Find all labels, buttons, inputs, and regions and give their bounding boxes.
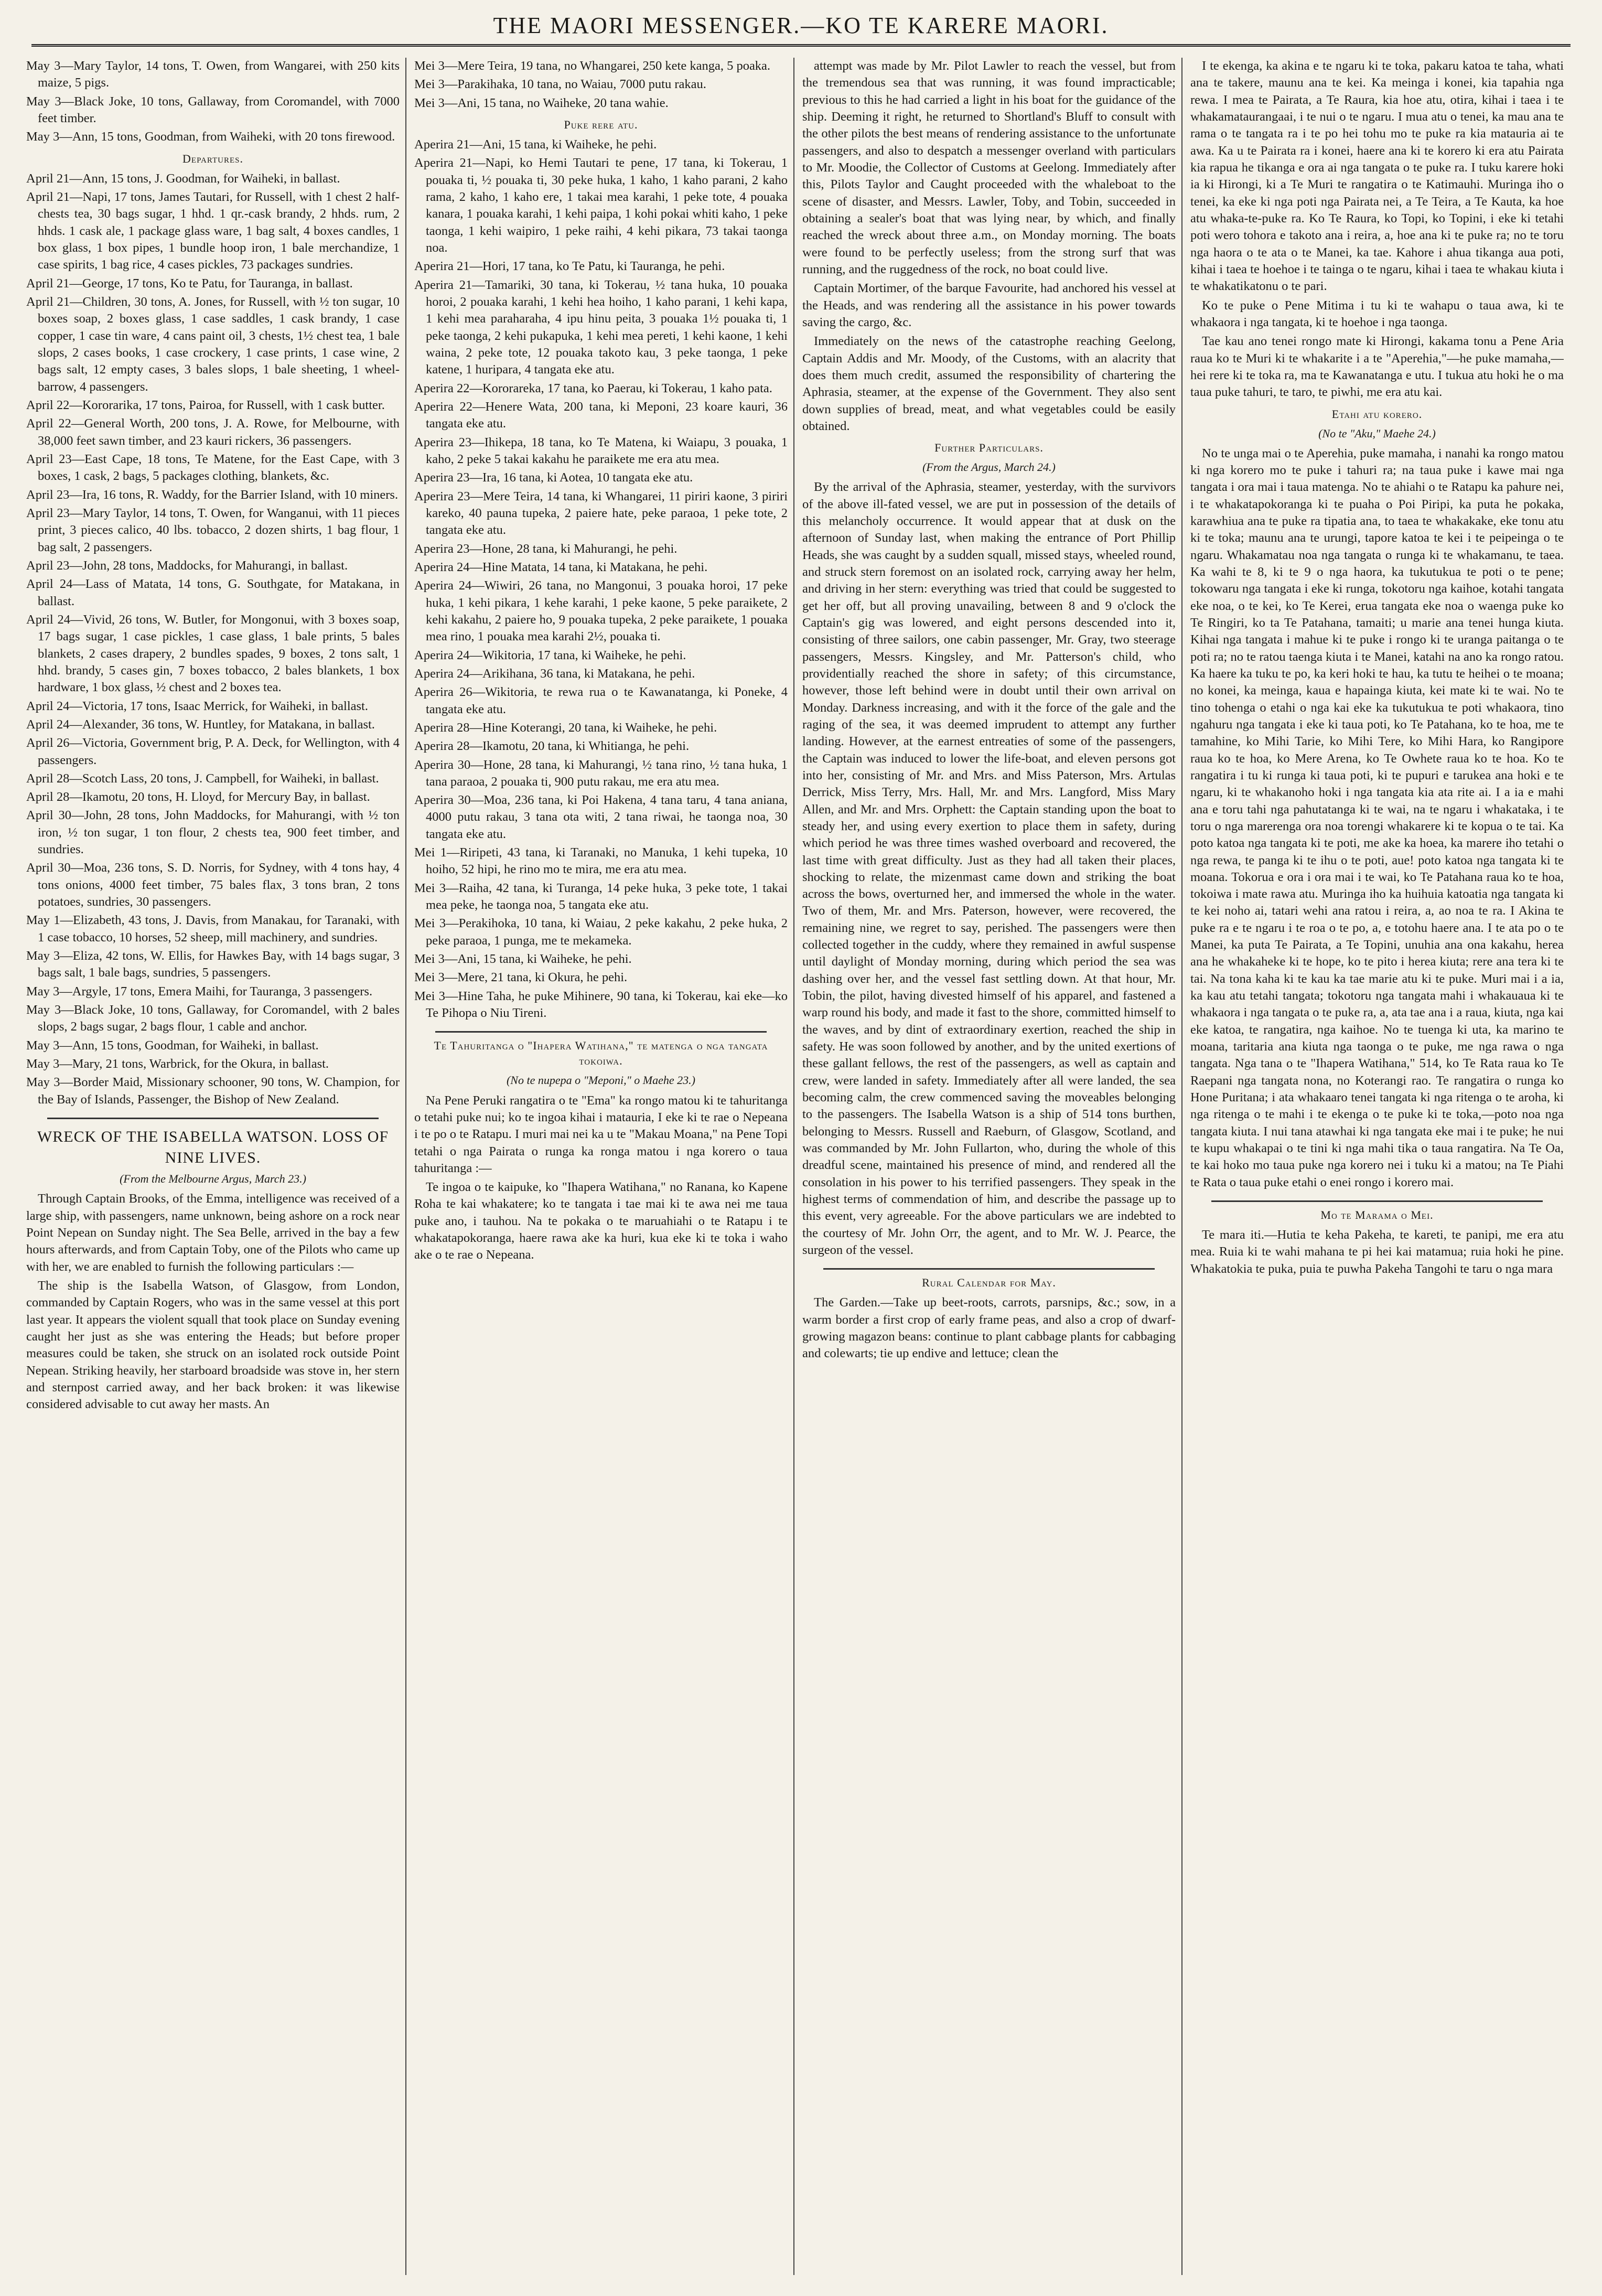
shipping-entry: May 3—Border Maid, Missionary schooner, 90 tons, W. Champion, for the Bay of Islands, Passenger, the Bishop of New Zealand. — [26, 1075, 400, 1107]
shipping-entry: May 3—Black Joke, 10 tons, Gallaway, from Coromandel, with 7000 feet timber. — [26, 94, 400, 125]
shipping-entry: Aperira 24—Wiwiri, 26 tana, no Mangonui, 3 pouaka horoi, 17 peke huka, 1 kehi pikara, 1 kehe karahi, 1 peke kaone, 5 peke paraikete, 2 kehi kakahu, 2 paiere ho, 9 pouaka tupeka, 2 peke paraikete, 1 pouaka mea rino, 1 pouaka mea karahi 2½, pouaka ti. — [414, 578, 788, 644]
etahi-atu-korero-heading: Etahi atu korero. — [1331, 407, 1423, 421]
shipping-entry: April 23—Ira, 16 tons, R. Waddy, for the Barrier Island, with 10 miners. — [26, 487, 399, 502]
shipping-entry: Aperira 30—Hone, 28 tana, ki Mahurangi, ½ tana rino, ½ tana huka, 1 tana paraoa, 2 pouaka ti, 900 putu rakau, me era atu mea. — [414, 757, 788, 789]
column-3 — [802, 58, 1176, 2275]
shipping-entry: April 24—Vivid, 26 tons, W. Butler, for Mongonui, with 3 boxes soap, 17 bags sugar, 1 case pickles, 1 case glass, 1 bale prints, 5 bales blankets, 2 cases drapery, 2 bundles spades, 9 boxes, 2 tons salt, 1 hhd. brandy, 5 cases gin, 7 boxes tobacco, 2 bales blankets, 1 box hardware, 1 box glass, ½ chest and 2 boxes tea. — [26, 612, 400, 695]
shipping-entry: Aperira 21—Hori, 17 tana, ko Te Patu, ki Tauranga, he pehi. — [414, 259, 725, 274]
shipping-entry: May 3—Eliza, 42 tons, W. Ellis, for Hawkes Bay, with 14 bags sugar, 3 bags salt, 1 bale bags, sundries, 5 passengers. — [26, 949, 400, 980]
shipping-entry: April 28—Ikamotu, 20 tons, H. Lloyd, for Mercury Bay, in ballast. — [26, 790, 370, 804]
shipping-entry: April 21—George, 17 tons, Ko te Patu, for Tauranga, in ballast. — [26, 276, 353, 291]
departures-heading: Departures. — [182, 152, 243, 165]
shipping-entry: April 23—Mary Taylor, 14 tons, T. Owen, for Wanganui, with 11 pieces print, 3 pieces calico, 40 lbs. tobacco, 2 dozen shirts, 1 bag flour, 1 bag salt, 2 passengers. — [26, 506, 400, 554]
article-paragraph: Te ingoa o te kaipuke, ko "Ihapera Watihana," no Ranana, ko Kapene Roha te kai whakatere; ko te tangata i tae mai ki te awa nei me taua puke ano, i tauhou. Na te pokaka o te maruahiahi o te Ratapu i te whakatapokoranga, haere rawa ake ka huri, kua eke ki te toka i waho ake o te rae o Nepeana. — [414, 1180, 788, 1262]
article-paragraph: Te mara iti.—Hutia te keha Pakeha, te kareti, te panipi, me era atu mea. Ruia ki te wahi mahana te pi hei kai matamua; ruia hoki he pine. Whakatokia te puka, puia te puwha Pakeha Tangohi te taru o nga mara — [1190, 1228, 1564, 1276]
shipping-entry: April 24—Victoria, 17 tons, Isaac Merrick, for Waiheki, in ballast. — [26, 699, 368, 713]
shipping-entry: Aperira 24—Wikitoria, 17 tana, ki Waiheke, he pehi. — [414, 648, 686, 662]
shipping-entry: Aperira 23—Ira, 16 tana, ki Aotea, 10 tangata eke atu. — [414, 470, 693, 485]
shipping-entry: April 28—Scotch Lass, 20 tons, J. Campbell, for Waiheki, in ballast. — [26, 771, 379, 786]
column-rule — [1181, 58, 1182, 2275]
wreck-heading-maori: Te Tahuritanga o "Ihapera Watihana," te matenga o nga tangata tokoiwa. — [434, 1039, 768, 1068]
article-paragraph: Captain Mortimer, of the barque Favourite, had anchored his vessel at the Heads, and was rendering all the assistance in his power towards saving the cargo, &c. — [802, 281, 1176, 329]
article-paragraph: The ship is the Isabella Watson, of Glasgow, from London, commanded by Captain Rogers, who was in the same vessel at this port last year. It appears the violent squall that took place on Sunday evening caught her just as she was entering the Heads; but before proper measures could be taken, she struck on an isolated rock outside Point Nepean. Striking heavily, her starboard broadside was stove in, her stern and sternpost carried away, and her back broken: it was likewise considered advisable to cut away her masts. An — [26, 1278, 400, 1412]
column-2 — [414, 58, 788, 2275]
column-1 — [26, 58, 400, 2275]
shipping-entry: Aperira 23—Mere Teira, 14 tana, ki Whangarei, 11 piriri kaone, 3 piriri kareko, 40 pauna tupeka, 2 paiere hate, peke paraoa, 1 peke tote, 2 tangata eke atu. — [414, 489, 788, 538]
shipping-entry: Mei 3—Raiha, 42 tana, ki Turanga, 14 peke huka, 3 peke tote, 1 takai mea peke, he taonga noa, 5 tangata eke atu. — [414, 881, 788, 913]
column-rule — [405, 58, 406, 2275]
shipping-entry: Aperira 23—Hone, 28 tana, ki Mahurangi, he pehi. — [414, 541, 678, 556]
wreck-heading: WRECK OF THE ISABELLA WATSON. LOSS OF NINE LIVES. — [37, 1128, 389, 1166]
shipping-entry: April 22—General Worth, 200 tons, J. A. Rowe, for Melbourne, with 38,000 feet sawn timber, and 23 kauri rickers, 36 passengers. — [26, 416, 400, 448]
shipping-entry: May 1—Elizabeth, 43 tons, J. Davis, from Manakau, for Taranaki, with 1 case tobacco, 10 horses, 52 sheep, mill machinery, and sundries. — [26, 913, 400, 945]
masthead: THE MAORI MESSENGER.—KO TE KARERE MAORI. — [31, 7, 1571, 47]
shipping-entry: Aperira 22—Kororareka, 17 tana, ko Paerau, ki Tokerau, 1 kaho pata. — [414, 381, 772, 395]
section-divider — [47, 1118, 379, 1119]
article-paragraph: By the arrival of the Aphrasia, steamer, yesterday, with the survivors of the above ill-fated vessel, we are put in possession of the details of this melancholy occurrence. It would appear that at dusk on the afternoon of Sunday last, when making the entrance of Port Phillip Heads, she was caught by a sudden squall, missed stays, wheeled round, and struck stern foremost on an isolated rock, carrying away her helm, and driving in her stern: everything was tried that could be suggested to get her off, but all proving unavailing, between 8 and 9 o'clock the Captain's gig was lowered, and eight persons descended into it, consisting of three sailors, one cabin passenger, Mr. Gray, two steerage passengers, Messrs. Kingsley, and Mr. Patterson's child, who providentially reached the shore in safety; of this circumstance, however, those left behind were in doubt until their own arrival on Monday. Darkness increasing, and with it the force of the gale and the raging of the sea, it was deemed imprudent to attempt any further landing. However, at the earnest entreaties of some of the passengers, the Captain was induced to lower the life-boat, and eleven persons got into her, consisting of Mr. and Mrs. and Miss Paterson, Mrs. Artulas Derrick, Miss Terry, Mrs. Hall, Mr. and Mrs. Langford, Miss Mary Allen, and Mr. and Mrs. Orphett: the Captain standing upon the boat to steady her, and using every exertion to place them in safety, during which period he was three times washed overboard and recovered, the last time with great difficulty. Just as they had all taken their places, shocking to relate, the mizenmast came down and striking the boat across the bows, overturned her, and immersed the whole in the water. Two of them, Mr. and Mrs. Paterson, however, were recovered, the remaining nine, we regret to say, perished. The passengers were then collected together in the cuddy, where they remained in awful suspense until daylight of Monday morning, during which period the sea was dashing over her, and the vessel fast settling down. At that hour, Mr. Tobin, the pilot, having divested himself of his apparel, and fastened a warp round his body, and made it fast to the shore, committed himself to the waves, and by dint of extraordinary exertion, reached the ship in safety. He was soon followed by another, and by the united exertions of these gallant fellows, the rest of the passengers, as well as captain and crew, were landed in safety. Immediately after all were landed, the sea becoming calm, the crew commenced saving the moveables belonging to the passengers. The Isabella Watson is a ship of 514 tons burthen, belonging to Messrs. Russell and Raeburn, of Glasgow, Scotland, and was commanded by Mr. John Fullarton, who, during the whole of this dreadful scene, maintained his presence of mind, and rendered all the consolation in his power to his terrified passengers. They speak in the highest terms of commendation of him, and describe the passage up to this event, very agreeable. For the above particulars we are indebted to the courtesy of Mr. John Orr, the agent, and to Mr. W. J. Pearce, the surgeon of the vessel. — [802, 480, 1176, 1258]
shipping-entry: Aperira 22—Henere Wata, 200 tana, ki Meponi, 23 koare kauri, 36 tangata eke atu. — [414, 399, 788, 431]
shipping-entry: Aperira 24—Arikihana, 36 tana, ki Matakana, he pehi. — [414, 666, 695, 681]
shipping-entry: Aperira 26—Wikitoria, te rewa rua o te Kawanatanga, ki Poneke, 4 tangata eke atu. — [414, 685, 788, 716]
section-divider — [823, 1268, 1155, 1270]
shipping-entry: May 3—Mary, 21 tons, Warbrick, for the Okura, in ballast. — [26, 1057, 329, 1071]
shipping-entry: April 21—Napi, 17 tons, James Tautari, for Russell, with 1 chest 2 half-chests tea, 30 bags sugar, 1 hhd. 1 qr.-cask brandy, 2 hhds. rum, 2 hhds. 1 cask ale, 1 package glass ware, 1 bag salt, 4 boxes candles, 1 box glass, 1 box pipes, 1 bundle hoop iron, 1 bale merchandize, 1 case spirits, 1 bag rice, 4 cases pickles, 73 packages sundries. — [26, 190, 400, 272]
shipping-entry: April 22—Kororarika, 17 tons, Pairoa, for Russell, with 1 cask butter. — [26, 398, 385, 412]
shipping-entry: April 30—Moa, 236 tons, S. D. Norris, for Sydney, with 4 tons hay, 4 tons onions, 4000 feet timber, 75 bales flax, 3 tons bran, 2 tons potatoes, sundries, 30 passengers. — [26, 861, 400, 909]
shipping-entry: April 24—Alexander, 36 tons, W. Huntley, for Matakana, in ballast. — [26, 717, 375, 732]
article-paragraph: Through Captain Brooks, of the Emma, intelligence was received of a large ship, with passengers, name unknown, being ashore on a rock near Point Nepean on Sunday night. The Sea Belle, arrived in the bay a few hours afterwards, and from Captain Toby, one of the Pilots who came up with her, we are enabled to furnish the following particulars :— — [26, 1192, 400, 1274]
article-paragraph: Immediately on the news of the catastrophe reaching Geelong, Captain Addis and Mr. Moody, of the Customs, with an alacrity that does them much credit, assumed the responsibility of chartering the Aphrasia, steamer, at the expense of the Government. They also sent down supplies of bread, meat, and what vegetables could be easily obtained. — [802, 334, 1176, 433]
shipping-entry: April 21—Children, 30 tons, A. Jones, for Russell, with ½ ton sugar, 10 boxes soap, 2 boxes glass, 1 case saddles, 1 cask brandy, 1 case copper, 1 case tin ware, 4 cans paint oil, 3 chests, 1½ chest tea, 1 bale slops, 2 cases books, 1 case crockery, 1 case prints, 1 case wine, 2 bags salt, 12 empty cases, 3 bales slops, 1 bale sheeting, 1 wheel-barrow, 4 passengers. — [26, 294, 400, 394]
shipping-entry: Aperira 30—Moa, 236 tana, ki Poi Hakena, 4 tana taru, 4 tana aniana, 4000 putu rakau, 3 tana ota witi, 2 tana riwai, he taonga noa, 30 tangata eke atu. — [414, 793, 788, 841]
article-paragraph: I te ekenga, ka akina e te ngaru ki te toka, pakaru katoa te taha, whati ana te takere, maunu ana te kei. Ka meinga i konei, kia tapahia nga rewa. I mea te Pairata, a Te Raura, kia hoe atu, otira, kihai i taea i te whakamataurangaai, i te nui o te ngaru. I mua atu o tenei, ka mau ana te rama o te tangata ra i te po hei tohu mo te puke ra kia matauria ai te awa. Ka u te Pairata ra i konei, haere ana ki te korero ki era atu Pairata kia rapua he tikanga e ora ai nga tangata o te puke ra. I tuku karere hoki ia ki Hirongi, ki a Te Muri te rangatira o te Katimauhi. Muringa iho o tenei, ka eke ki nga poti nga Pairata nei, a Te Teira, a Te Kauta, ka hoe atu whaka-te-puke ra. Ko Te Raura, ko Topi, ko Topini, i eke ki tetahi poti wero tohora e takoto ana i reira, a, hoe ana ki te puke ra; no te toru nga haora o te ata o te Manei, ka tae. Kahore i ahua tikanga aua poti, kihai i taea te hoehoe i te tainga o te ngaru, kihai i taea te whakau kiuta i te whakatikatonu o te pari. — [1190, 59, 1564, 294]
column-4 — [1190, 58, 1564, 2275]
article-paragraph: Tae kau ano tenei rongo mate ki Hirongi, kakama tonu a Pene Aria raua ko te Muri ki te whakarite i a te "Aperehia,"—he puke mamaha,—hei rere ki te toka ra, ma te Kawanatanga e utu. I tukua atu hoki he o ma taua puke tahuri, te taro, te piwhi, me era atu kai. — [1190, 334, 1564, 400]
shipping-entry: Mei 3—Ani, 15 tana, no Waiheke, 20 tana wahie. — [414, 95, 669, 110]
arrivals-list — [26, 58, 400, 146]
shipping-entry: Aperira 21—Napi, ko Hemi Tautari te pene, 17 tana, ki Tokerau, 1 pouaka ti, ½ pouaka ti, 30 peke huka, 1 kaho, 1 kaho parani, 2 kaho rama, 2 kaho, 1 kaho ere, 1 takai mea karahi, 1 peke tote, 4 pouaka kanara, 1 pouaka karahi, 1 kehi paipa, 1 kohi pokai whiti kaho, 1 peke taonga, 1 kehi waipiro, 1 peke raihi, 4 kehi pikara, 73 takai taonga noa. — [414, 156, 788, 255]
etahi-atu-korero-source: (No te "Aku," Maehe 24.) — [1318, 426, 1436, 440]
shipping-entry: Mei 3—Parakihaka, 10 tana, no Waiau, 7000 putu rakau. — [414, 77, 706, 92]
article-paragraph: No te unga mai o te Aperehia, puke mamaha, i nanahi ka rongo matou ki nga korero mo te puke i tahuri ra; na taua puke i kawe mai nga tangata i ora mai i taua matenga. No te ahiahi o te Ratapu ka pahure nei, i te whakatapokoranga ki te puaha o Poi Piripi, ka puta he pokaka, karawhiua ana te puke ra tipatia ana, to taea te whakakake, eke tonu atu ki te toka; maunu ana te urungi, tapore katoa te kei i te peipeinga o te ngaru. Whakamatau noa nga tangata o runga ki te whakamanu, te taea. Ka wahi te 8, ki te 9 o nga haora, ka tukutukua te poti o te pene; tokowaru nga tangata i eke ki runga, tokotoru nga kaihoe, kotahi tangata eke noa, o te kei, ko Te Kerei, erua tangata eke noa o waenga puke ko Te Ringiri, ko ta Te Patahana, tamaiti; u marie ana tenei hunga kiuta. Kihai nga tangata i mahue ki te puke i rongo ki te uranga paitanga o te poti ra; no te ratou taenga kiuta i te Manei, katahi na ano ka rongo ratou. Ka haere ka tuku te po, ka keri hoki te hau, ka tutu te heihei o te moana; no konei, ka meinga, kaua e hapainga kiuta, kei mate ki te wai. No te tino tohenga o etahi o nga kai eke ka tukutukua te poti whakaora, tino ngahuru nga tangata i eke ki taua poti, ko Te Patahana, ko te hoa, me te tamahine, ko Mihi Tarie, ko Mihi Tere, ko Mihi Hara, ko Rangipore raua ko te hoa, ko Mere Arena, ko Te Owhete raua ko te hoa. Ko te rangatira i tu ki runga ki taua poti, ki te pupuri e tarukea ana hoki e te ngaru, ki te whakanoho hoki i nga tangata kia ata rite ai. I a ia e mahi ana e toru tahi nga pahutatanga ki te wai, na te ngaru i whakataka, i te toru o nga marerenga ora noa torengi whakarere ki te kopua o te tai. Ka poto katoa nga tangata ki te poti, me ake ka hoea, ka marere iho tetahi o nga rewa, te panga ki te ihu o te poti, aue! poto katoa nga tangata ki te moana. Tokorua e ora i ora mai i te wai, ko Te Patahana raua ko te hoa, tokoiwa i mate rawa atu. Muringa iho ka huihuia katoatia nga tangata ki te kei noho ai, tatari wehi ana ratou i reira, a, ao noa te ra. I Akina te puke ra e te ngaru i te roa o te po, a, e totohu haere ana. I te ata po o te Manei, ka puta Te Pairata, a Te Topini, unuhia ana ona kakahu, herea ana he whakaheke ki te hope, ko te pito i herea kiuta; rere ana tera ki te tai. Na tona kaha ki te kau ka tae marie atu ki te puke. Muri mai i a ia, ka kau atu tetahi tangata; tokotoru nga tangata mahi i whakauaua ki te whakaora i nga tangata o te puke ra, a, ata tae ana i a raua, kiuta, nga kai eke katoa, te rangatira, nga kaihoe. No te tuenga ki uta, ka marino te moana, taritaria ana kiuta nga taonga o te puke, me nga rawa o nga tangata. Nga tana o te "Ihapera Watihana," 514, ko Te Rata raua ko Te Raepani nga tangata nona, no Koterangi rao. Te rangatira o runga ko Hone Puritana; i ata whakaaro tenei tangata ki nga ritenga o te aroha, ki nga ritenga o te mahi i te ekenga o te puke ki te toka,—poto noa nga tangata kiuta. I nui tana atawhai ki nga tangata eke mai i te puke; he nui te kupu whakapai o te tini ki nga mahi tika o taua rangatira. Na Te Oa, te kai hoko mo taua puke nga korero nei i tuku ki a matou; na Te Piahi te Rata o taua puke etahi o enei rongo i korero mai. — [1190, 446, 1564, 1189]
arrivals-list-maori — [414, 58, 788, 112]
wreck-source-maori: (No te nupepa o "Meponi," o Maehe 23.) — [506, 1074, 695, 1087]
wreck-source: (From the Melbourne Argus, March 23.) — [120, 1172, 306, 1186]
article-paragraph: Na Pene Peruki rangatira o te "Ema" ka rongo matou ki te tahuritanga o tetahi puke nui; ko te ingoa kihai i matauria, I eke ki te rae o Nepeana i te po o te Ratapu. I muri mai nei ka u te "Makau Moana," na Pene Topi tetahi o nga Pairata o runga ka ronga matou i nga korero o taua tahuritanga :— — [414, 1093, 788, 1175]
departures-list — [26, 170, 400, 1108]
section-divider — [1211, 1200, 1543, 1202]
shipping-entry: Mei 3—Mere, 21 tana, ki Okura, he pehi. — [414, 970, 628, 985]
shipping-entry: Aperira 23—Ihikepa, 18 tana, ko Te Matena, ki Waiapu, 3 pouaka, 1 kaho, 2 peke 5 takai kakahu he paraikete me era atu mea. — [414, 435, 788, 466]
departures-list-maori — [414, 136, 788, 1022]
shipping-entry: May 3—Black Joke, 10 tons, Gallaway, for Coromandel, with 2 bales slops, 2 bags sugar, 2 bags flour, 1 cable and anchor. — [26, 1003, 400, 1034]
shipping-entry: May 3—Ann, 15 tons, Goodman, for Waiheki, in ballast. — [26, 1038, 319, 1053]
departures-heading-maori: Puke rere atu. — [564, 117, 638, 131]
shipping-entry: Aperira 28—Ikamotu, 20 tana, ki Whitianga, he pehi. — [414, 739, 690, 754]
further-particulars-source: (From the Argus, March 24.) — [922, 460, 1056, 474]
shipping-entry: April 26—Victoria, Government brig, P. A. Deck, for Wellington, with 4 passengers. — [26, 736, 400, 767]
shipping-entry: April 30—John, 28 tons, John Maddocks, for Mahurangi, with ½ ton iron, ½ ton sugar, 1 ton flour, 2 chests tea, 900 feet timber, and sundries. — [26, 808, 400, 857]
marama-heading: Mo te Marama o Mei. — [1320, 1208, 1434, 1222]
shipping-entry: Aperira 28—Hine Koterangi, 20 tana, ki Waiheke, he pehi. — [414, 720, 717, 735]
section-divider — [435, 1031, 767, 1033]
shipping-entry: Mei 1—Riripeti, 43 tana, ki Taranaki, no Manuka, 1 kehi tupeka, 10 hoiho, 52 hipi, he rino mo te mira, me era atu mea. — [414, 845, 788, 877]
rural-calendar-heading: Rural Calendar for May. — [922, 1276, 1056, 1290]
shipping-entry: May 3—Mary Taylor, 14 tons, T. Owen, from Wangarei, with 250 kits maize, 5 pigs. — [26, 59, 400, 90]
shipping-entry: Aperira 24—Hine Matata, 14 tana, ki Matakana, he pehi. — [414, 560, 708, 574]
column-rule — [793, 58, 794, 2275]
shipping-entry: Aperira 21—Ani, 15 tana, ki Waiheke, he pehi. — [414, 137, 657, 152]
shipping-entry: Mei 3—Mere Teira, 19 tana, no Whangarei, 250 kete kanga, 5 poaka. — [414, 59, 771, 73]
shipping-entry: Mei 3—Perakihoka, 10 tana, ki Waiau, 2 peke kakahu, 2 peke huka, 2 peke paraoa, 1 punga, me te mekameka. — [414, 916, 788, 948]
article-paragraph: attempt was made by Mr. Pilot Lawler to reach the vessel, but from the tremendous sea that was running, it was found impracticable; previous to this he had carried a light in his boat for the guidance of the ship. Deeming it right, he returned to Shortland's Bluff to consult with the other pilots the best means of rendering assistance to the unfortunate passengers, and also to despatch a messenger overland with particulars to Mr. Moodie, the Collector of Customs at Geelong. Immediately after this, Pilots Taylor and Caught proceeded with the whaleboat to the scene of disaster, and Messrs. Lawler, Toby, and Tobin, succeeded in obtaining a sealer's boat that was lying near, by which, and finally reached the wreck about three a.m., on Monday morning. The boats were found to be perfectly useless; from the strong surf that was running, and the ruggedness of the rock, no boat could live. — [802, 59, 1176, 276]
shipping-entry: April 23—John, 28 tons, Maddocks, for Mahurangi, in ballast. — [26, 558, 348, 573]
shipping-entry: Aperira 21—Tamariki, 30 tana, ki Tokerau, ½ tana huka, 10 pouaka horoi, 2 pouaka karahi, 1 kehi hea hoiho, 1 kaho parani, 1 kehi kapa, 1 kehi mea paraharaha, 4 ipu hinu peita, 3 pouaka 1½ pouaka ti, 1 peke taonga, 2 kehi pukapuka, 1 kehi mea pereti, 1 kehi kaone, 1 kehi waina, 2 peke tote, 12 pouaka takoto kau, 3 peke taonga, 1 peke katene, 1 huripara, 4 tangata eke atu. — [414, 277, 788, 377]
article-paragraph: The Garden.—Take up beet-roots, carrots, parsnips, &c.; sow, in a warm border a first crop of early frame peas, and also a crop of dwarf-growing magazon beans: continue to plant cabbage plants for cabbaging and colewarts; tie up endive and lettuce; clean the — [802, 1295, 1176, 1361]
shipping-entry: April 24—Lass of Matata, 14 tons, G. Southgate, for Matakana, in ballast. — [26, 577, 400, 608]
shipping-entry: April 23—East Cape, 18 tons, Te Matene, for the East Cape, with 3 boxes, 1 cask, 2 bags, 5 packages clothing, blankets, &c. — [26, 452, 400, 484]
shipping-entry: April 21—Ann, 15 tons, J. Goodman, for Waiheki, in ballast. — [26, 171, 340, 186]
further-particulars-heading: Further Particulars. — [934, 441, 1044, 455]
article-paragraph: Ko te puke o Pene Mitima i tu ki te wahapu o taua awa, ki te whakaora i nga tangata, ki te hoehoe i nga taonga. — [1190, 298, 1564, 329]
shipping-entry: Mei 3—Ani, 15 tana, ki Waiheke, he pehi. — [414, 952, 632, 967]
shipping-entry: May 3—Ann, 15 tons, Goodman, from Waiheki, with 20 tons firewood. — [26, 130, 395, 144]
shipping-entry: May 3—Argyle, 17 tons, Emera Maihi, for Tauranga, 3 passengers. — [26, 984, 373, 999]
shipping-entry: Mei 3—Hine Taha, he puke Mihinere, 90 tana, ki Tokerau, kai eke—ko Te Pihopa o Niu Tireni. — [414, 989, 788, 1021]
